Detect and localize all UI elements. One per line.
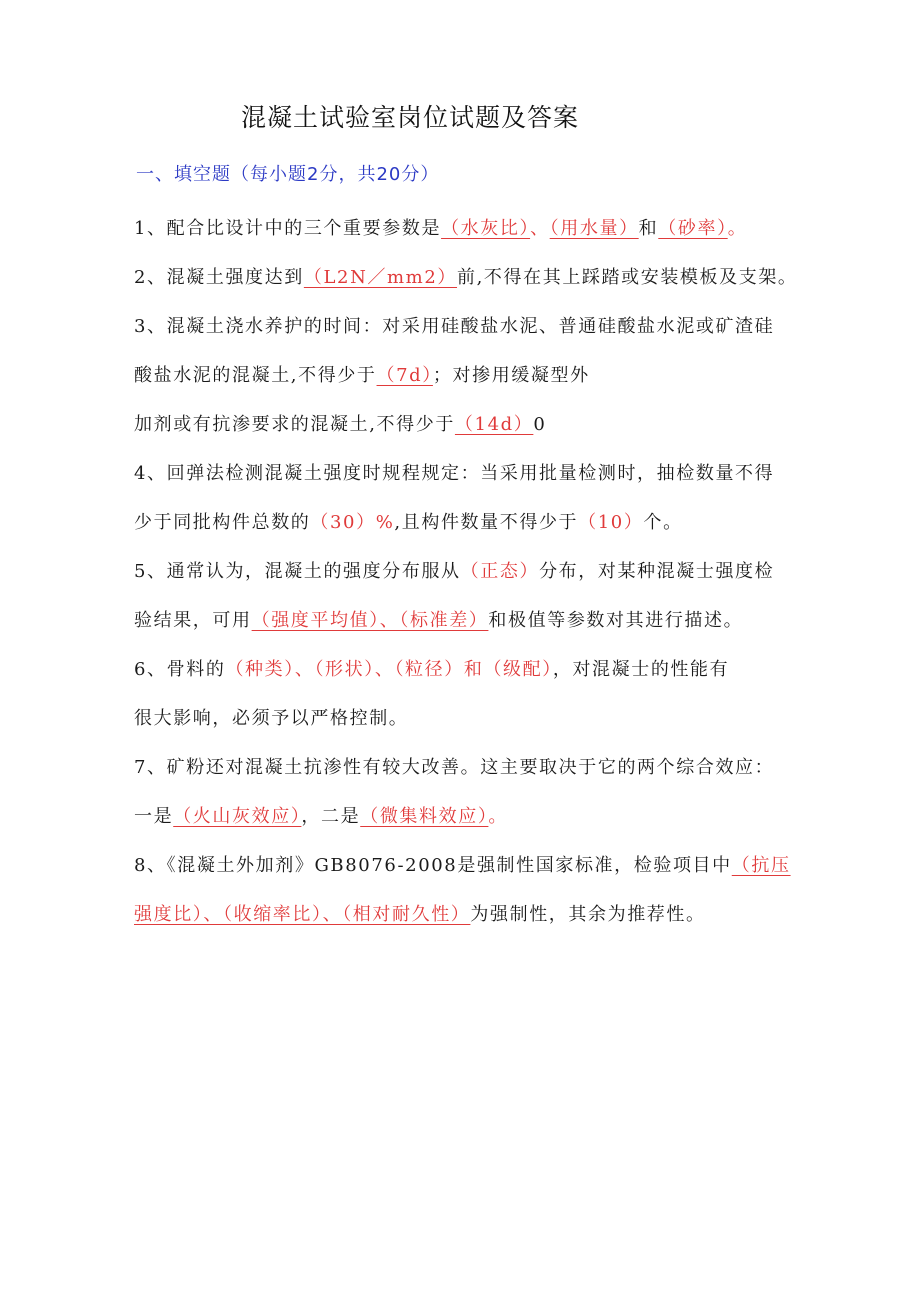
question-4-line-1: 4、回弹法检测混凝土强度时规程规定：当采用批量检测时，抽检数量不得	[134, 463, 775, 484]
q5-text-2: 验结果，可用	[134, 610, 252, 631]
q6-text: 6、骨料的	[134, 659, 226, 680]
question-6-line-2: 很大影响，必须予以严格控制。	[134, 708, 409, 729]
q1-answer-3: （砂率）	[658, 218, 728, 239]
q4-text: 少于同批构件总数的	[134, 512, 311, 533]
q3-text-2: 加剂或有抗渗要求的混凝土,不得少于	[134, 414, 455, 435]
question-7-line-2	[134, 802, 508, 828]
question-8-line-2	[134, 900, 706, 926]
q8-text: 8、《混凝土外加剂》GB8076-2008是强制性国家标准，检验项目中	[134, 855, 732, 876]
question-3-line-3	[134, 410, 546, 436]
question-5-line-2	[134, 606, 743, 632]
q8-answer-2: 强度比）、（收缩率比）、（相对耐久性）	[134, 904, 471, 925]
q7-answer-2: （微集料效应）	[360, 806, 489, 827]
question-6-line-1	[134, 655, 729, 681]
q8-end: 为强制性，其余为推荐性。	[470, 904, 706, 925]
question-2	[134, 263, 798, 289]
q4-end: 个。	[643, 512, 683, 533]
q5-rest: 分布，对某种混凝士强度检	[539, 561, 775, 582]
question-4-line-2	[134, 508, 683, 534]
q6-rest: ，对混凝士的性能有	[552, 659, 730, 680]
q6-answer: （种类）、（形状）、（粒径）和（级配）	[225, 659, 553, 680]
question-5-line-1	[134, 557, 774, 583]
q4-answer-1: （30）%	[310, 512, 395, 533]
q1-answer-1: （水灰比）	[441, 218, 531, 239]
q8-answer-1: （抗压	[731, 855, 791, 876]
q7-mid: ，二是	[301, 806, 361, 827]
q7-text: 一是	[134, 806, 174, 827]
question-3-line-1: 3、混凝土浇水养护的时间：对采用硅酸盐水泥、普通硅酸盐水泥或矿渣硅	[134, 316, 775, 337]
q1-sep: 、	[530, 218, 550, 239]
question-1	[134, 214, 747, 240]
q1-end: 。	[727, 218, 748, 239]
q4-mid: ,且构件数量不得少于	[394, 512, 579, 533]
q3-answer-1: （7d）	[376, 365, 433, 386]
q5-answer-1: （正态）	[460, 561, 540, 582]
q2-answer: （L2N／mm2）	[303, 267, 458, 288]
question-7-line-1: 7、矿粉还对混凝土抗渗性有较大改善。这主要取决于它的两个综合效应：	[134, 757, 775, 778]
section-heading: 一、填空题（每小题2分，共20分）	[136, 164, 440, 185]
question-3-line-2	[134, 361, 590, 387]
q2-rest: 前,不得在其上踩踏或安装模板及支架。	[457, 267, 798, 288]
q1-text: 1、配合比设计中的三个重要参数是	[134, 218, 442, 239]
q7-end: 。	[488, 806, 509, 827]
q5-end: 和极值等参数对其进行描述。	[488, 610, 744, 631]
q7-answer-1: （火山灰效应）	[173, 806, 302, 827]
q3-answer-2: （14d）	[454, 414, 534, 435]
q2-text: 2、混凝土强度达到	[134, 267, 304, 288]
q3-end: 0	[533, 414, 547, 435]
page-title: 混凝土试验室岗位试题及答案	[240, 103, 579, 132]
q5-answer-2: （强度平均值）、（标准差）	[251, 610, 489, 631]
q1-and: 和	[638, 218, 659, 239]
q5-text: 5、通常认为，混凝土的强度分布服从	[134, 561, 461, 582]
question-8-line-1	[134, 851, 791, 877]
q3-rest: ；对掺用缓凝型外	[432, 365, 590, 386]
q4-answer-2: （10）	[578, 512, 644, 533]
q3-text: 酸盐水泥的混凝土,不得少于	[134, 365, 377, 386]
q1-answer-2: （用水量）	[549, 218, 639, 239]
